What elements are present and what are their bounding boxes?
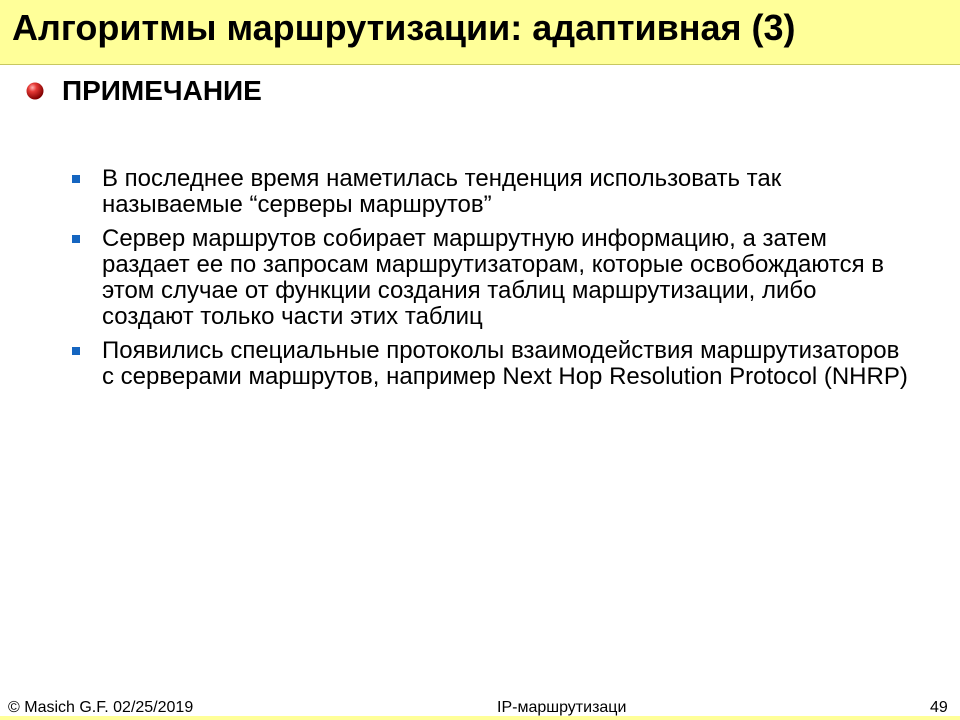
- title-bar: [0, 0, 960, 65]
- blue-square-bullet-icon: [72, 175, 80, 183]
- list-item: [72, 338, 912, 390]
- list-item: [72, 226, 912, 330]
- list-item: [72, 166, 912, 218]
- blue-square-bullet-icon: [72, 235, 80, 243]
- footer-copyright: © Masich G.F. 02/25/2019: [8, 699, 194, 716]
- red-sphere-icon: [26, 82, 44, 100]
- slide-title: Алгоритмы маршрутизации: адаптивная (3): [12, 7, 796, 48]
- footer-bar: [0, 716, 960, 720]
- bullet-text: В последнее время наметилась тенденция использовать так называемые “серверы маршрутов”: [102, 165, 782, 218]
- bullet-list: [72, 166, 912, 398]
- page-number: 49: [930, 699, 948, 716]
- heading-text: ПРИМЕЧАНИЕ: [62, 75, 262, 106]
- bullet-text: Появились специальные протоколы взаимодействия маршрутизаторов с серверами маршрутов, например Next Hop Resolution Protocol (NHRP): [102, 337, 908, 390]
- footer-topic: IP-маршрутизаци: [497, 699, 627, 716]
- blue-square-bullet-icon: [72, 347, 80, 355]
- bullet-text: Сервер маршрутов собирает маршрутную информацию, а затем раздает ее по запросам маршрутизаторам, которые освобождаются в этом случае от функции создания таблиц маршрутизации, либо создают только части этих таблиц: [102, 225, 885, 330]
